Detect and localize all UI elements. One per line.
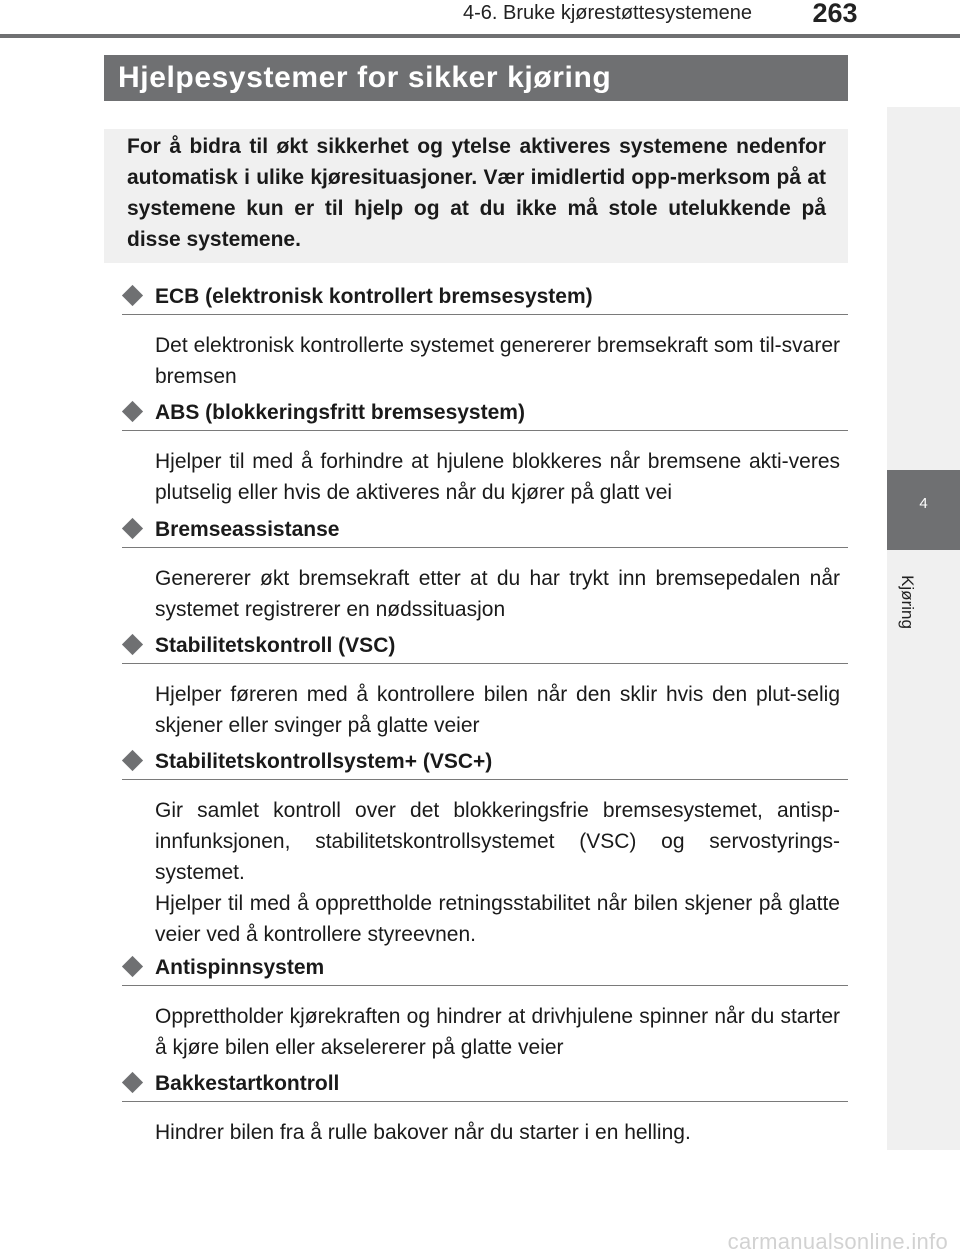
diamond-bullet-icon bbox=[122, 401, 143, 422]
feature-title: Bakkestartkontroll bbox=[155, 1072, 340, 1095]
feature-vsc-plus bbox=[122, 749, 848, 950]
diamond-bullet-icon bbox=[122, 285, 143, 306]
feature-title: ABS (blokkeringsfritt bremsesystem) bbox=[155, 401, 525, 424]
feature-traction-control bbox=[122, 955, 848, 1063]
feature-description: Det elektronisk kontrollerte systemet genererer bremsekraft som til-svarer bremsen bbox=[155, 334, 840, 388]
chapter-header: 4-6. Bruke kjørestøttesystemene bbox=[463, 2, 752, 24]
feature-description: Genererer økt bremsekraft etter at du har trykt inn bremsepedalen når systemet registrerer en nødssituasjon bbox=[155, 567, 840, 621]
diamond-bullet-icon bbox=[122, 518, 143, 539]
header-rule bbox=[0, 34, 960, 38]
feature-heading bbox=[122, 284, 848, 315]
page-number: 263 bbox=[812, 0, 858, 28]
feature-heading bbox=[122, 517, 848, 548]
feature-heading bbox=[122, 749, 848, 780]
feature-vsc bbox=[122, 633, 848, 741]
feature-title: Antispinnsystem bbox=[155, 956, 325, 979]
feature-description: Opprettholder kjørekraften og hindrer at drivhjulene spinner når du starter å kjøre bilen eller akselererer på glatte veier bbox=[155, 1005, 840, 1059]
section-title: Hjelpesystemer for sikker kjøring bbox=[104, 55, 848, 101]
feature-description: Hjelper føreren med å kontrollere bilen når den sklir hvis den plut-selig skjener eller svinger på glatte veier bbox=[155, 683, 840, 737]
feature-title: ECB (elektronisk kontrollert bremsesystem) bbox=[155, 285, 593, 308]
feature-title: Bremseassistanse bbox=[155, 518, 340, 541]
watermark: carmanualsonline.info bbox=[727, 1229, 948, 1254]
feature-title: Stabilitetskontrollsystem+ (VSC+) bbox=[155, 750, 493, 773]
feature-description: Hjelper til med å forhindre at hjulene blokkeres når bremsene akti-veres plutselig eller hvis de aktiveres når du kjører på glatt vei bbox=[155, 450, 840, 504]
intro-box bbox=[104, 129, 848, 263]
feature-heading bbox=[122, 633, 848, 664]
feature-description-continued: Hjelper til med å opprettholde retningsstabilitet når bilen skjener på glatte veier ved å kontrollere styreevnen. bbox=[155, 892, 840, 946]
feature-hill-start bbox=[122, 1071, 848, 1148]
feature-ecb bbox=[122, 284, 848, 392]
chapter-number-tab: 4 bbox=[887, 470, 960, 550]
diamond-bullet-icon bbox=[122, 750, 143, 771]
chapter-side-label: Kjøring bbox=[898, 575, 917, 629]
feature-abs bbox=[122, 400, 848, 508]
feature-description: Hindrer bilen fra å rulle bakover når du starter i en helling. bbox=[155, 1121, 691, 1144]
feature-heading bbox=[122, 955, 848, 986]
diamond-bullet-icon bbox=[122, 634, 143, 655]
diamond-bullet-icon bbox=[122, 1072, 143, 1093]
feature-description: Gir samlet kontroll over det blokkeringsfrie bremsesystemet, antisp-innfunksjonen, stabilitetskontrollsystemet (VSC) og servostyrings-systemet. bbox=[155, 799, 840, 884]
feature-title: Stabilitetskontroll (VSC) bbox=[155, 634, 396, 657]
feature-heading bbox=[122, 400, 848, 431]
diamond-bullet-icon bbox=[122, 956, 143, 977]
feature-heading bbox=[122, 1071, 848, 1102]
feature-brake-assist bbox=[122, 517, 848, 625]
intro-text: For å bidra til økt sikkerhet og ytelse aktiveres systemene nedenfor automatisk i ulike kjøresituasjoner. Vær imidlertid opp-merksom på at systemene kun er til hjelp og at du ikke må stole utelukkende på disse systemene. bbox=[127, 135, 826, 251]
